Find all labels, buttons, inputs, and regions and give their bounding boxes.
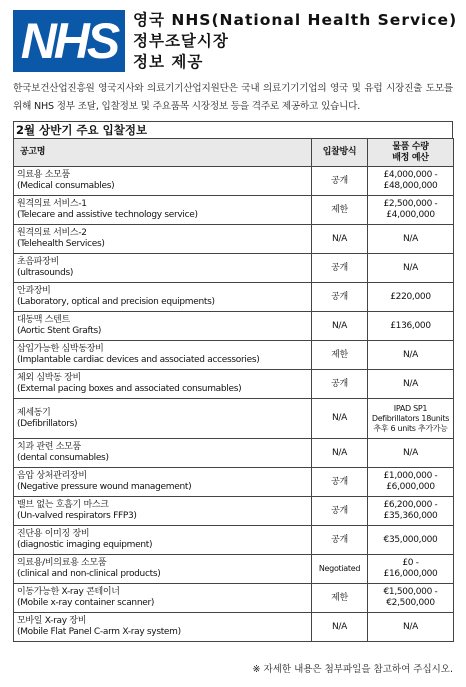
tender-method-cell: N/A <box>312 312 368 341</box>
tender-method-cell: 공개 <box>312 254 368 283</box>
tender-method-cell: 제한 <box>312 341 368 370</box>
tender-value-cell: IPAD SP1 Defibrillators 18units 추후 6 units 추가가능 <box>368 399 454 439</box>
tender-value-cell: £220,000 <box>368 283 454 312</box>
tender-name-cell <box>14 167 312 196</box>
tender-value-cell: €35,000,000 <box>368 526 454 555</box>
table-body <box>14 167 454 642</box>
tender-name-ko: 진단용 이미징 장비 <box>17 529 90 539</box>
tender-name-en: (Defibrillators) <box>17 418 78 429</box>
tender-name-ko: 안과장비 <box>17 286 51 296</box>
tender-name-cell <box>14 399 312 439</box>
table-row <box>14 526 454 555</box>
tender-name-ko: 음압 상처관리장비 <box>17 471 87 481</box>
tender-name-ko: 이동가능한 X-ray 콘테이너 <box>17 587 120 597</box>
tender-value-cell: N/A <box>368 439 454 468</box>
tender-name-ko: 치과 관련 소모품 <box>17 442 81 452</box>
tender-method-cell: 공개 <box>312 526 368 555</box>
tender-name-cell <box>14 312 312 341</box>
tender-name-ko: 초음파장비 <box>17 257 59 267</box>
table-row <box>14 584 454 613</box>
table-row <box>14 196 454 225</box>
table-row <box>14 283 454 312</box>
tender-method-cell: 제한 <box>312 584 368 613</box>
tender-value-cell: N/A <box>368 613 454 642</box>
tender-name-cell <box>14 225 312 254</box>
tender-name-ko: 의료용/비의료용 소모품 <box>17 558 107 568</box>
tender-name-ko: 모바일 X-ray 장비 <box>17 616 87 626</box>
tender-name-en: (Mobile Flat Panel C-arm X-ray system) <box>17 627 181 637</box>
tender-name-en: (Telehealth Services) <box>17 239 105 249</box>
footnote: ※ 자세한 내용은 첨부파일을 참고하여 주십시오. <box>252 664 453 675</box>
tender-name-cell <box>14 254 312 283</box>
tender-name-cell <box>14 555 312 584</box>
tender-method-cell: N/A <box>312 399 368 439</box>
table-row <box>14 312 454 341</box>
title-line-2: 정부조달시장 <box>133 32 229 50</box>
table-row <box>14 497 454 526</box>
tender-value-cell: £4,000,000 - £48,000,000 <box>368 167 454 196</box>
tender-name-en: (clinical and non-clinical products) <box>17 569 161 579</box>
tender-method-cell: 공개 <box>312 468 368 497</box>
tender-name-cell <box>14 370 312 399</box>
header-method: 입찰방식 <box>312 139 368 167</box>
table-row <box>14 613 454 642</box>
header-titles <box>133 10 457 73</box>
tender-name-cell <box>14 497 312 526</box>
intro-paragraph: 한국보건산업진흥원 영국지사와 의료기기산업지원단은 국내 의료기기기업의 영국 및 유럽 시장진출 도모를 위해 NHS 정부 조달, 입찰정보 및 주요품목 시장정보 등을 격주로 제공하고 있습니다. <box>13 83 453 112</box>
header-value: 물품 수량 배정 예산 <box>368 139 454 167</box>
tender-name-en: (Negative pressure wound management) <box>17 482 192 492</box>
tender-name-ko: 삽입가능한 심박동장비 <box>17 344 104 354</box>
tender-method-cell: N/A <box>312 439 368 468</box>
table-row <box>14 555 454 584</box>
tender-value-cell: N/A <box>368 341 454 370</box>
tender-name-cell <box>14 439 312 468</box>
tender-method-cell: 공개 <box>312 497 368 526</box>
tender-name-en: (Mobile x-ray container scanner) <box>17 598 155 608</box>
table-row <box>14 225 454 254</box>
tender-name-cell <box>14 584 312 613</box>
tender-method-cell: N/A <box>312 613 368 642</box>
tender-name-cell <box>14 468 312 497</box>
tender-name-cell <box>14 283 312 312</box>
tender-name-en: (ultrasounds) <box>17 268 74 278</box>
tender-name-en: (Medical consumables) <box>17 181 115 191</box>
tender-value-cell: N/A <box>368 254 454 283</box>
tender-name-ko: 밸브 없는 호흡기 마스크 <box>17 500 109 510</box>
tender-value-cell: £1,000,000 - £6,000,000 <box>368 468 454 497</box>
tender-name-en: (Implantable cardiac devices and associated accessories) <box>17 355 260 365</box>
tender-name-cell <box>14 613 312 642</box>
tender-name-cell <box>14 526 312 555</box>
table-row <box>14 399 454 439</box>
tender-name-en: (Aortic Stent Grafts) <box>17 326 102 336</box>
tender-name-ko: 체외 심박동 장비 <box>17 373 81 383</box>
tender-name-en: (External pacing boxes and associated consumables) <box>17 384 242 394</box>
tender-value-cell: N/A <box>368 370 454 399</box>
tender-value-cell: £2,500,000 - £4,000,000 <box>368 196 454 225</box>
tender-name-ko: 제세동기 <box>17 407 51 418</box>
tender-name-en: (Telecare and assistive technology service) <box>17 210 198 220</box>
tender-value-cell: N/A <box>368 225 454 254</box>
tender-name-en: (Un-valved respirators FFP3) <box>17 511 137 521</box>
table-header-row <box>14 139 454 167</box>
tender-method-cell: N/A <box>312 225 368 254</box>
tender-value-cell: £136,000 <box>368 312 454 341</box>
tender-table <box>13 138 454 642</box>
tender-method-cell: 공개 <box>312 167 368 196</box>
title-line-3: 정보 제공 <box>133 53 204 71</box>
header-name: 공고명 <box>14 139 312 167</box>
tender-value-cell: €1,500,000 - €2,500,000 <box>368 584 454 613</box>
nhs-logo: NHS <box>13 10 125 72</box>
tender-name-cell <box>14 196 312 225</box>
tender-name-ko: 대동맥 스텐트 <box>17 315 70 325</box>
tender-value-cell: £6,200,000 - £35,360,000 <box>368 497 454 526</box>
header <box>13 10 458 72</box>
tender-name-ko: 의료용 소모품 <box>17 170 70 180</box>
tender-name-cell <box>14 341 312 370</box>
table-row <box>14 167 454 196</box>
table-row <box>14 439 454 468</box>
tender-name-ko: 원격의료 서비스-2 <box>17 228 87 238</box>
title-line-1: 영국 NHS(National Health Service) <box>133 11 458 29</box>
table-row <box>14 468 454 497</box>
tender-method-cell: 제한 <box>312 196 368 225</box>
tender-name-en: (dental consumables) <box>17 453 109 463</box>
tender-name-en: (diagnostic imaging equipment) <box>17 540 153 550</box>
tender-value-cell: £0 - £16,000,000 <box>368 555 454 584</box>
table-row <box>14 370 454 399</box>
tender-method-cell: Negotiated <box>312 555 368 584</box>
tender-method-cell: 공개 <box>312 283 368 312</box>
tender-name-en: (Laboratory, optical and precision equipments) <box>17 297 215 307</box>
tender-name-ko: 원격의료 서비스-1 <box>17 199 87 209</box>
table-row <box>14 341 454 370</box>
table-row <box>14 254 454 283</box>
section-title: 2월 상반기 주요 입찰정보 <box>13 121 453 138</box>
tender-method-cell: 공개 <box>312 370 368 399</box>
